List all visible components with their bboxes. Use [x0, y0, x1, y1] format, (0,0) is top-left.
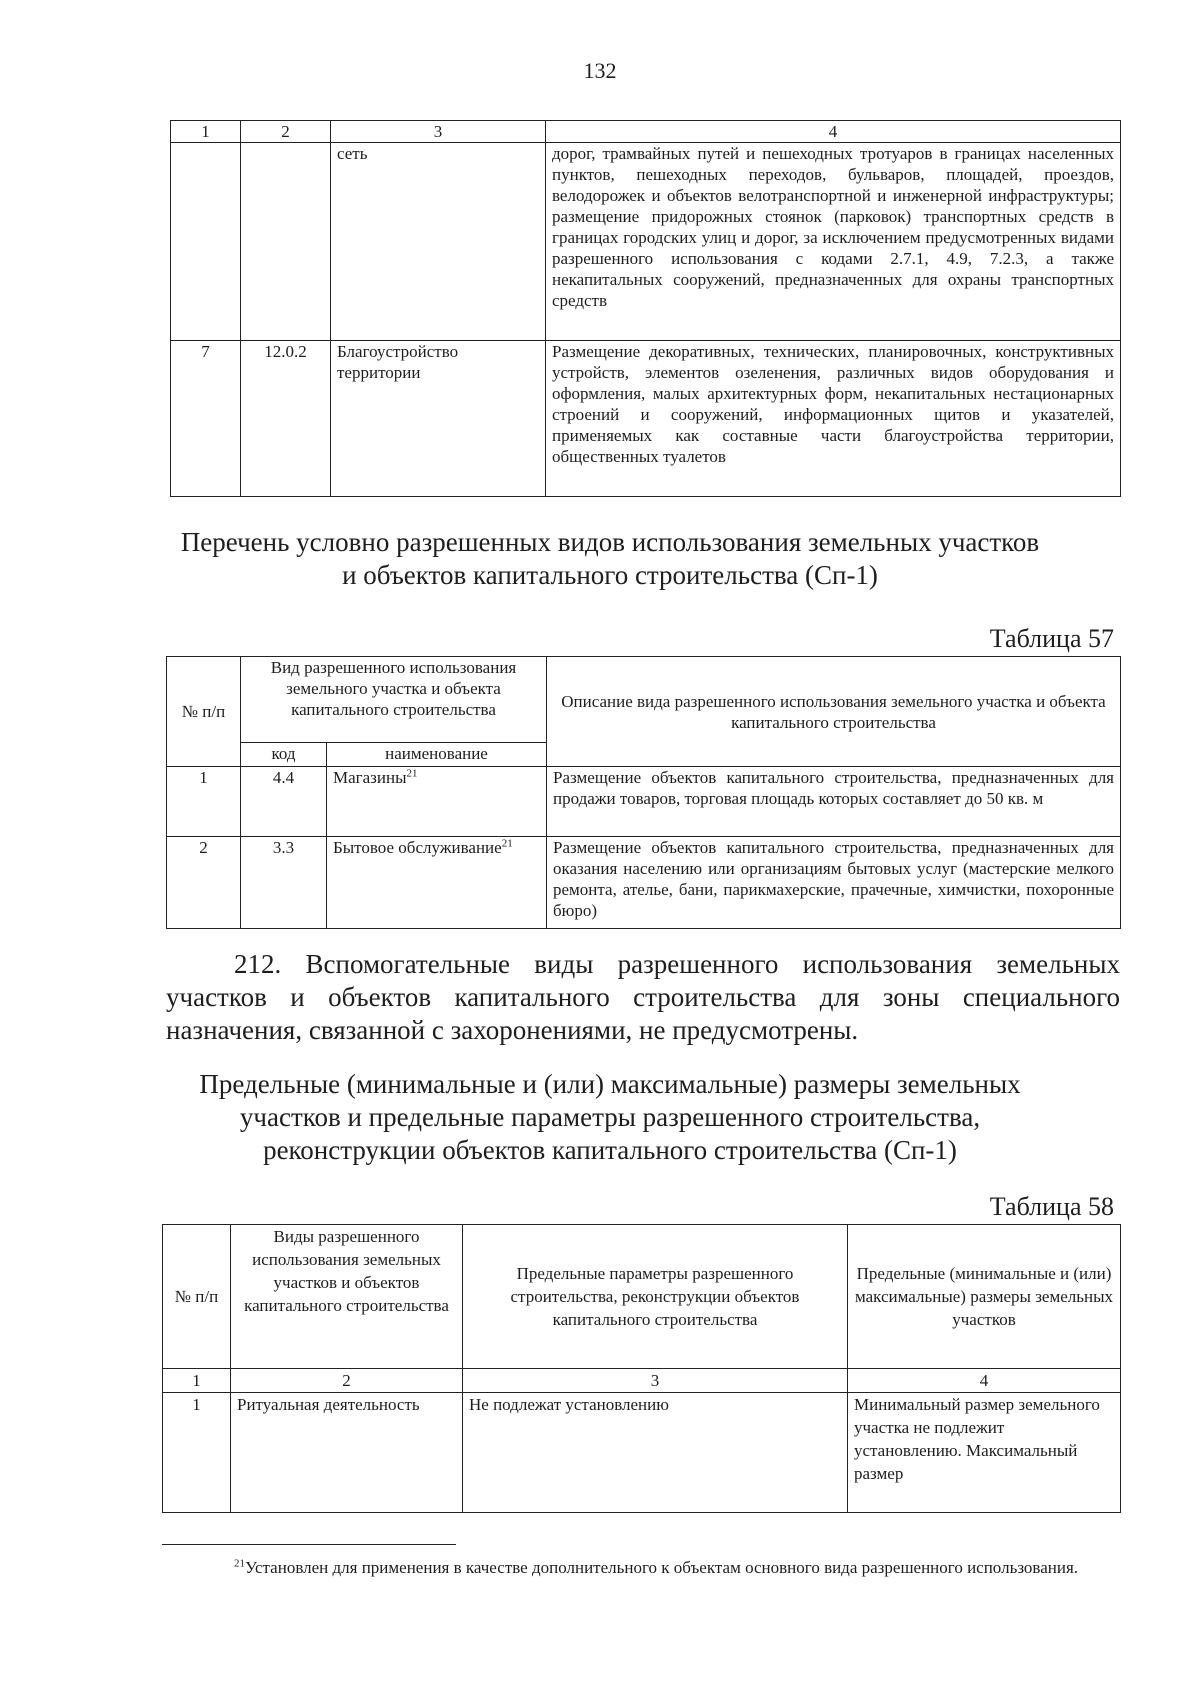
paragraph-212 — [166, 948, 1120, 1047]
header-use-kind: Виды разрешенного использования земельных участков и объектов капитального строительства — [231, 1225, 463, 1369]
header-cell: 1 — [171, 121, 241, 143]
row-sizes: Минимальный размер земельного участка не подлежит установлению. Максимальный размер — [848, 1393, 1121, 1513]
paragraph-text: 212. Вспомогательные виды разрешенного использования земельных участков и объектов капитального строительства для зоны специального назначения, связанной с захоронениями, не предусмотрены. — [166, 949, 1120, 1045]
table-57 — [166, 656, 1121, 929]
header-sizes: Предельные (минимальные и (или) максимальные) размеры земельных участков — [848, 1225, 1121, 1369]
table-header-row — [163, 1225, 1121, 1369]
page-number: 132 — [583, 58, 617, 83]
table-row — [171, 341, 1121, 497]
header-cell: 4 — [546, 121, 1121, 143]
row-code: 4.4 — [241, 767, 327, 837]
header-use-kind: Вид разрешенного использования земельного участка и объекта капитального строительства — [241, 657, 547, 743]
row-number — [171, 143, 241, 341]
footnote-ref: 21 — [406, 767, 418, 780]
footnote-text: Установлен для применения в качестве дополнительного к объектам основного вида разрешенного использования. — [245, 1558, 1079, 1577]
row-number: 7 — [171, 341, 241, 497]
header-name: наименование — [327, 743, 547, 767]
header-number: № п/п — [163, 1225, 231, 1369]
header-cell: 2 — [241, 121, 331, 143]
row-description: Размещение объектов капитального строительства, предназначенных для продажи товаров, торговая площадь которых составляет до 50 кв. м — [547, 767, 1121, 837]
table-row — [163, 1393, 1121, 1513]
table-row — [167, 767, 1121, 837]
row-parameters: Не подлежат установлению — [463, 1393, 848, 1513]
row-name: Бытовое обслуживание$^{21}$ — [327, 837, 547, 929]
heading-line: Перечень условно разрешенных видов использования земельных участков — [180, 527, 1040, 557]
row-code: 3.3 — [241, 837, 327, 929]
row-name: сеть — [331, 143, 546, 341]
footnote-marker: 21 — [234, 1557, 245, 1570]
table-row — [171, 143, 1121, 341]
index-cell: 4 — [848, 1369, 1121, 1393]
row-code — [241, 143, 331, 341]
heading-line: и объектов капитального строительства (Сп-1) — [342, 560, 878, 590]
header-number: № п/п — [167, 657, 241, 767]
header-cell: 3 — [331, 121, 546, 143]
table-row — [167, 837, 1121, 929]
row-description: Размещение декоративных, технических, планировочных, конструктивных устройств, элементов озеленения, различных видов оборудования и оформления, малых архитектурных форм, некапитальных нестационарных строений и сооружений, информационных щитов и указателей, применяемых как составные части благоустройства территории, общественных туалетов — [546, 341, 1121, 497]
row-description: Размещение объектов капитального строительства, предназначенных для оказания населению или организациям бытовых услуг (мастерские мелкого ремонта, ателье, бани, парикмахерские, прачечные, химчистки, похоронные бюро) — [547, 837, 1121, 929]
row-number: 1 — [167, 767, 241, 837]
section-heading-conditional-uses — [140, 526, 1080, 592]
previous-table — [170, 120, 1121, 497]
row-description: дорог, трамвайных путей и пешеходных тротуаров в границах населенных пунктов, пешеходных переходов, бульваров, площадей, проездов, велодорожек и объектов велотранспортной и инженерной инфраструктуры; размещение придорожных стоянок (парковок) транспортных средств в границах городских улиц и дорог, за исключением предусмотренных видами разрешенного использования с кодами 2.7.1, 4.9, 7.2.3, а также некапитальных сооружений, предназначенных для охраны транспортных средств — [546, 143, 1121, 341]
header-parameters: Предельные параметры разрешенного строительства, реконструкции объектов капитального строительства — [463, 1225, 848, 1369]
heading-line: Предельные (минимальные и (или) максимальные) размеры земельных — [199, 1069, 1021, 1099]
heading-line: участков и предельные параметры разрешенного строительства, — [239, 1102, 981, 1132]
row-name: Благоустройство территории — [331, 341, 546, 497]
index-cell: 1 — [163, 1369, 231, 1393]
table-58 — [162, 1224, 1121, 1513]
table-header-row — [167, 657, 1121, 743]
row-number: 1 — [163, 1393, 231, 1513]
footnote — [162, 1556, 1120, 1579]
header-description: Описание вида разрешенного использования земельного участка и объекта капитального строительства — [547, 657, 1121, 767]
table-header-row — [171, 121, 1121, 143]
row-code: 12.0.2 — [241, 341, 331, 497]
index-cell: 2 — [231, 1369, 463, 1393]
heading-line: реконструкции объектов капитального строительства (Сп-1) — [263, 1135, 957, 1165]
row-name: Магазины$^{21}$ — [327, 767, 547, 837]
footnote-divider — [162, 1544, 456, 1545]
header-code: код — [241, 743, 327, 767]
index-cell: 3 — [463, 1369, 848, 1393]
table-57-caption: Таблица 57 — [989, 624, 1114, 653]
table-index-row — [163, 1369, 1121, 1393]
table-58-caption: Таблица 58 — [989, 1192, 1114, 1221]
footnote-ref: 21 — [501, 837, 513, 850]
section-heading-limits — [140, 1068, 1080, 1167]
row-use-kind: Ритуальная деятельность — [231, 1393, 463, 1513]
row-number: 2 — [167, 837, 241, 929]
